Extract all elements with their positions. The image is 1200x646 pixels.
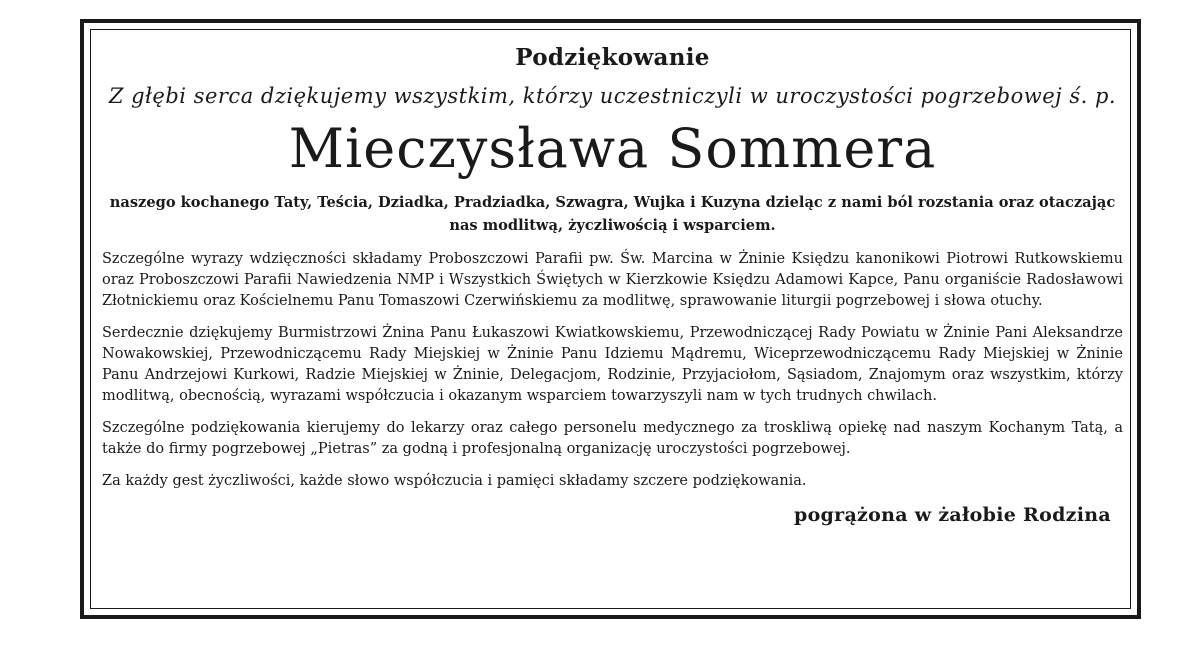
paragraph-clergy-thanks: Szczególne wyrazy wdzięczności składamy Proboszczowi Parafii pw. Św. Marcina w Żninie Księdzu kanonikowi Piotrowi Rutkowskiemu oraz Proboszczowi Parafii Nawiedzenia NMP i Wszystkich Świętych w Kierzkowie Księdzu Adamowi Kapce, Panu organiście Radosławowi Złotnickiemu oraz Kościelnemu Panu Tomaszowi Czerwińskiemu za modlitwę, sprawowanie liturgii pogrzebowej i słowa otuchy. [102,251,1123,309]
notice-intro: Z głębi serca dziękujemy wszystkim, którzy uczestniczyli w uroczystości pogrzebowej ś. p. [108,84,1117,108]
paragraph-officials-thanks: Serdecznie dziękujemy Burmistrzowi Żnina Panu Łukaszowi Kwiatkowskiemu, Przewodniczącej Rady Powiatu w Żninie Pani Aleksandrze Nowakowskiej, Przewodniczącemu Rady Miejskiej w Żninie Panu Idziemu Mądremu, Wiceprzewodniczącemu Rady Miejskiej w Żninie Panu Andrzejowi Kurkowi, Radzie Miejskiej w Żninie, Delegacjom, Rodzinie, Przyjaciołom, Sąsiadom, Znajomym oraz wszystkim, którzy modlitwą, obecnością, wyrazami współczucia i okazanym wsparciem towarzyszyli nam w tych trudnych chwilach. [102,325,1123,404]
notice-heading: Podziękowanie [515,44,710,71]
family-relations-line: naszego kochanego Taty, Teścia, Dziadka, Pradziadka, Szwagra, Wujka i Kuzyna dzieląc z nami ból rozstania oraz otaczając nas modlitwą, życzliwością i wsparciem. [109,194,1116,234]
paragraph-closing-thanks: Za każdy gest życzliwości, każde słowo współczucia i pamięci składamy szczere podziękowania. [102,473,807,489]
notice-content [102,37,1123,607]
deceased-name: Mieczysława Sommera [288,117,937,180]
notice-outer-border [80,19,1141,619]
paragraph-medical-thanks: Szczególne podziękowania kierujemy do lekarzy oraz całego personelu medycznego za troskliwą opiekę nad naszym Kochanym Tatą, a także do firmy pogrzebowej „Pietras” za godną i profesjonalną organizację uroczystości pogrzebowej. [102,420,1123,457]
signature: pogrążona w żałobie Rodzina [793,504,1111,526]
